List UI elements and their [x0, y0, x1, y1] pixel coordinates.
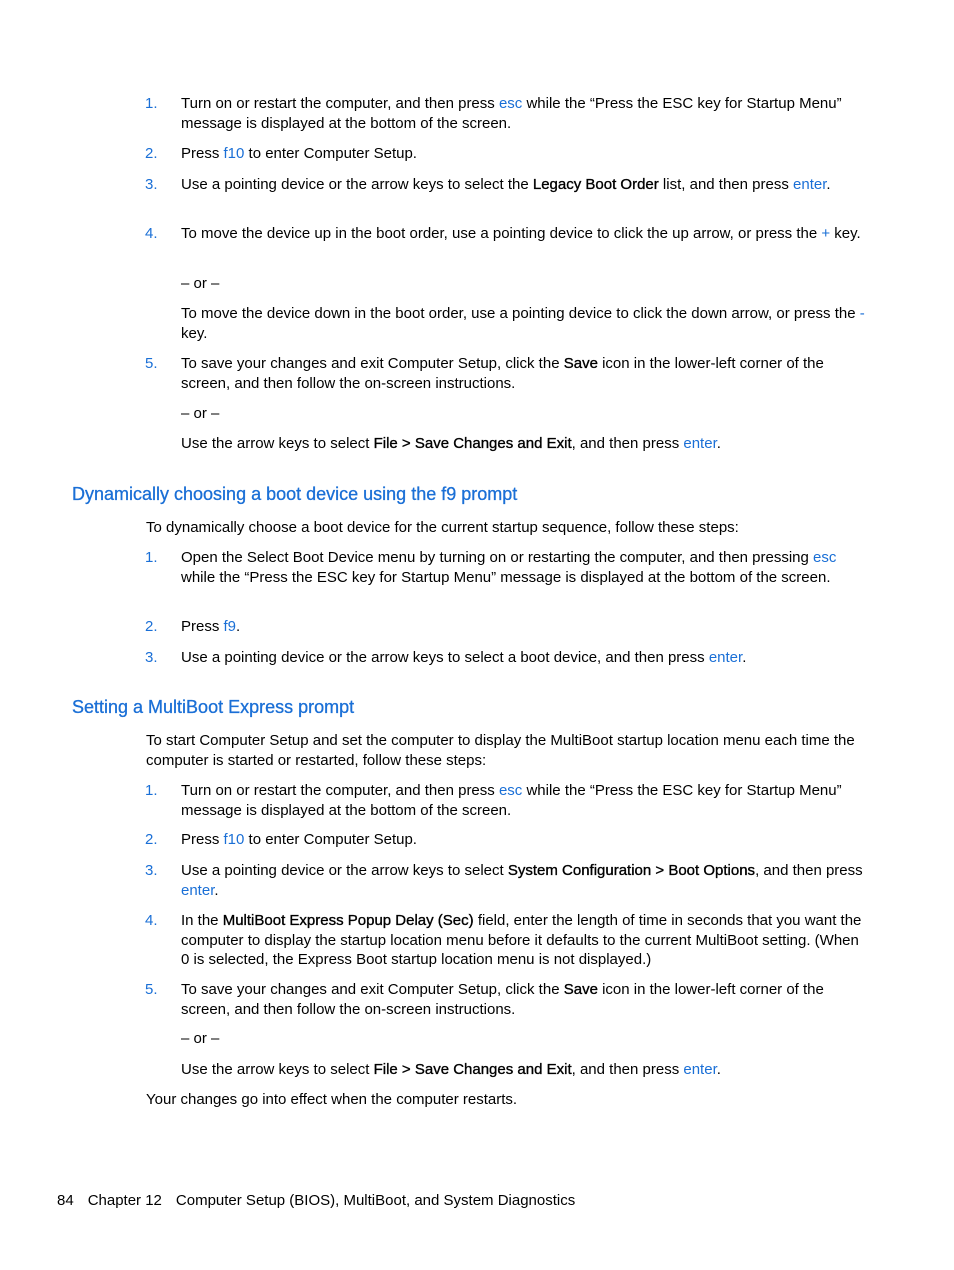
section-heading-f9-prompt: Dynamically choosing a boot device using the f9 prompt — [72, 484, 518, 504]
or-separator: – or – — [181, 275, 220, 292]
step-number: 3. — [145, 649, 158, 666]
key-plus: + — [821, 225, 831, 242]
step-number: 4. — [145, 912, 158, 929]
page-footer — [57, 1191, 589, 1210]
step-text: To save your changes and exit Computer Setup, click the Save icon in the lower-left corner of the screen, and then follow the on-screen instructions. — [181, 981, 824, 1018]
key-f10: f10 — [223, 831, 245, 848]
step-text: Turn on or restart the computer, and then press esc while the “Press the ESC key for Startup Menu” message is displayed at the bottom of the screen. — [181, 95, 842, 132]
step-number: 1. — [145, 549, 158, 566]
or-separator: – or – — [181, 405, 220, 422]
save-label: Save — [563, 981, 598, 998]
step-text: Press f10 to enter Computer Setup. — [181, 145, 417, 162]
key-f10: f10 — [223, 145, 245, 162]
key-esc: esc — [498, 782, 523, 799]
step-number: 2. — [145, 831, 158, 848]
step-text: Use a pointing device or the arrow keys to select a boot device, and then press enter. — [181, 649, 747, 666]
step-text: Open the Select Boot Device menu by turning on or restarting the computer, and then pressing esc while the “Press the ESC key for Startup Menu” message is displayed at the bottom of the screen. — [181, 549, 837, 586]
menu-file-save-exit: File > Save Changes and Exit — [373, 1061, 572, 1078]
field-popup-delay: MultiBoot Express Popup Delay (Sec) — [222, 912, 474, 929]
step-number: 1. — [145, 782, 158, 799]
closing-note: Your changes go into effect when the computer restarts. — [146, 1091, 518, 1108]
save-label: Save — [563, 355, 598, 372]
key-enter: enter — [683, 435, 717, 452]
key-enter: enter — [683, 1061, 717, 1078]
step-text: Use a pointing device or the arrow keys to select System Configuration > Boot Options, and then press enter. — [181, 862, 863, 899]
section-intro: To start Computer Setup and set the computer to display the MultiBoot startup location menu each time the computer is started or restarted, follow these steps: — [146, 732, 855, 769]
menu-legacy-boot-order: Legacy Boot Order — [532, 176, 659, 193]
step-number: 2. — [145, 145, 158, 162]
chapter-label: Chapter 12 — [87, 1192, 162, 1209]
page-number: 84 — [57, 1192, 74, 1209]
section-heading-multiboot: Setting a MultiBoot Express prompt — [72, 697, 355, 717]
key-esc: esc — [813, 549, 837, 566]
menu-boot-options: System Configuration > Boot Options — [507, 862, 756, 879]
key-esc: esc — [498, 95, 523, 112]
step-number: 5. — [145, 981, 158, 998]
step-text: In the MultiBoot Express Popup Delay (Sec) field, enter the length of time in seconds that you want the computer to display the startup location menu before it defaults to the current MultiBoot setting. (When 0 is selected, the Express Boot startup location menu is not displayed.) — [181, 912, 862, 968]
step-text: Press f10 to enter Computer Setup. — [181, 831, 417, 848]
step-text: To save your changes and exit Computer Setup, click the Save icon in the lower-left corner of the screen, and then follow the on-screen instructions. — [181, 355, 824, 392]
step-text: Press f9. — [181, 618, 241, 635]
step-number: 3. — [145, 176, 158, 193]
step-alternative: Use the arrow keys to select File > Save Changes and Exit, and then press enter. — [181, 435, 721, 452]
step-number: 1. — [145, 95, 158, 112]
step-text: To move the device up in the boot order, use a pointing device to click the up arrow, or press the + key. — [181, 225, 861, 242]
key-f9: f9 — [223, 618, 237, 635]
step-number: 5. — [145, 355, 158, 372]
or-separator: – or – — [181, 1030, 220, 1047]
step-alternative: To move the device down in the boot order, use a pointing device to click the down arrow, or press the - key. — [181, 305, 865, 342]
section-intro: To dynamically choose a boot device for the current startup sequence, follow these steps: — [146, 519, 739, 536]
step-number: 4. — [145, 225, 158, 242]
key-enter: enter — [793, 176, 827, 193]
step-number: 3. — [145, 862, 158, 879]
step-text: Use a pointing device or the arrow keys to select the Legacy Boot Order list, and then press enter. — [181, 176, 831, 193]
key-enter: enter — [708, 649, 743, 666]
step-number: 2. — [145, 618, 158, 635]
step-alternative: Use the arrow keys to select File > Save Changes and Exit, and then press enter. — [181, 1061, 721, 1078]
key-enter: enter — [181, 881, 215, 899]
key-minus: - — [859, 305, 865, 322]
step-text: Turn on or restart the computer, and then press esc while the “Press the ESC key for Startup Menu” message is displayed at the bottom of the screen. — [181, 782, 842, 819]
chapter-title: Computer Setup (BIOS), MultiBoot, and System Diagnostics — [175, 1192, 576, 1209]
menu-file-save-exit: File > Save Changes and Exit — [373, 435, 572, 452]
